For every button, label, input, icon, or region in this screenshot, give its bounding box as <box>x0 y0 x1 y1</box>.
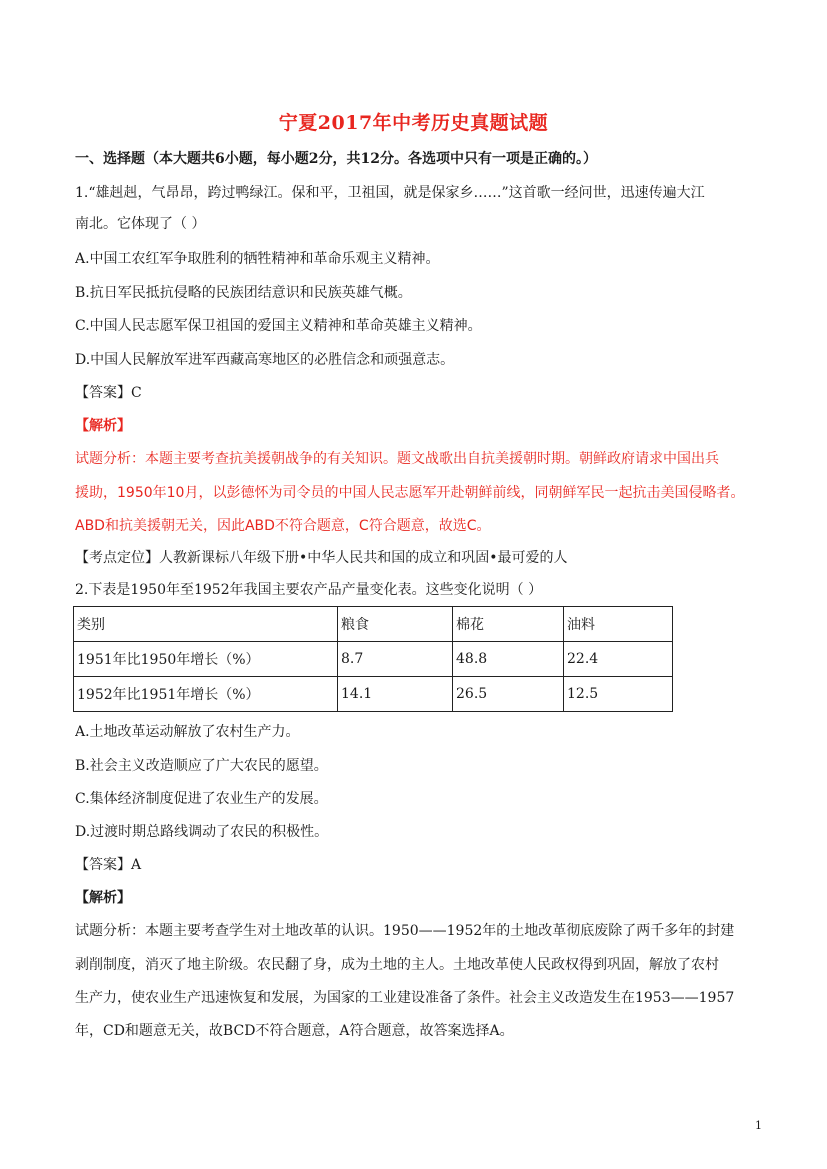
q2-option-c: C.集体经济制度促进了农业生产的发展。 <box>75 791 328 807</box>
table-cell: 22.4 <box>564 642 673 677</box>
q1-analysis-line2: 援助，1950年10月，以彭德怀为司令员的中国人民志愿军开赴朝鲜前线，同朝鲜军民一起抗击美国侵略者。 <box>75 485 745 501</box>
table-cell: 棉花 <box>453 607 564 642</box>
q1-option-b: B.抗日军民抵抗侵略的民族团结意识和民族英雄气概。 <box>75 285 412 301</box>
q2-option-b: B.社会主义改造顺应了广大农民的愿望。 <box>75 758 328 774</box>
q1-option-a: A.中国工农红军争取胜利的牺牲精神和革命乐观主义精神。 <box>75 251 440 267</box>
q1-stem-line1: 1.“雄赳赳，气昂昂，跨过鸭绿江。保和平，卫祖国，就是保家乡……”这首歌一经问世，迅速传遍大江 <box>75 185 705 201</box>
table-header-row <box>74 607 673 642</box>
page-title: 宁夏2017年中考历史真题试题 <box>278 112 549 134</box>
table-cell: 48.8 <box>453 642 564 677</box>
q1-kaodian: 【考点定位】人教新课标八年级下册•中华人民共和国的成立和巩固•最可爱的人 <box>75 550 568 566</box>
q1-stem-line2: 南北。它体现了（ ） <box>75 216 206 232</box>
q2-analysis-line2: 剥削制度，消灭了地主阶级。农民翻了身，成为土地的主人。土地改革使人民政权得到巩固，解放了农村 <box>75 957 719 973</box>
q2-answer: 【答案】A <box>75 857 142 873</box>
table-cell: 1951年比1950年增长（%） <box>74 642 338 677</box>
q1-analysis-label: 【解析】 <box>75 418 131 434</box>
q2-stem: 2.下表是1950年至1952年我国主要农产品产量变化表。这些变化说明（ ） <box>75 582 543 598</box>
q1-answer: 【答案】C <box>75 385 142 401</box>
table-cell: 油料 <box>564 607 673 642</box>
table-cell: 类别 <box>74 607 338 642</box>
q2-analysis-line1: 试题分析：本题主要考查学生对土地改革的认识。1950——1952年的土地改革彻底废除了两千多年的封建 <box>75 923 735 939</box>
q2-option-d: D.过渡时期总路线调动了农民的积极性。 <box>75 824 329 840</box>
table-cell: 1952年比1951年增长（%） <box>74 677 338 712</box>
q1-option-d: D.中国人民解放军进军西藏高寒地区的必胜信念和顽强意志。 <box>75 352 455 368</box>
table-row <box>74 642 673 677</box>
q1-option-c: C.中国人民志愿军保卫祖国的爱国主义精神和革命英雄主义精神。 <box>75 318 482 334</box>
table-cell: 12.5 <box>564 677 673 712</box>
q1-analysis-line3: ABD和抗美援朝无关，因此ABD不符合题意，C符合题意，故选C。 <box>75 518 491 534</box>
page-number: 1 <box>755 1119 762 1132</box>
q1-analysis-line1: 试题分析：本题主要考查抗美援朝战争的有关知识。题文战歌出自抗美援朝时期。朝鲜政府请求中国出兵 <box>75 451 719 467</box>
table-cell: 粮食 <box>338 607 453 642</box>
table-cell: 26.5 <box>453 677 564 712</box>
q2-option-a: A.土地改革运动解放了农村生产力。 <box>75 724 300 740</box>
table-cell: 8.7 <box>338 642 453 677</box>
table-row <box>74 677 673 712</box>
production-table <box>73 606 673 712</box>
q2-analysis-line3: 生产力，使农业生产迅速恢复和发展，为国家的工业建设准备了条件。社会主义改造发生在1953——1957 <box>75 990 735 1006</box>
q2-analysis-label: 【解析】 <box>75 890 131 906</box>
section-header: 一、选择题（本大题共6小题，每小题2分，共12分。各选项中只有一项是正确的。） <box>75 151 597 167</box>
table-cell: 14.1 <box>338 677 453 712</box>
q2-analysis-line4: 年，CD和题意无关，故BCD不符合题意，A符合题意，故答案选择A。 <box>75 1023 514 1039</box>
